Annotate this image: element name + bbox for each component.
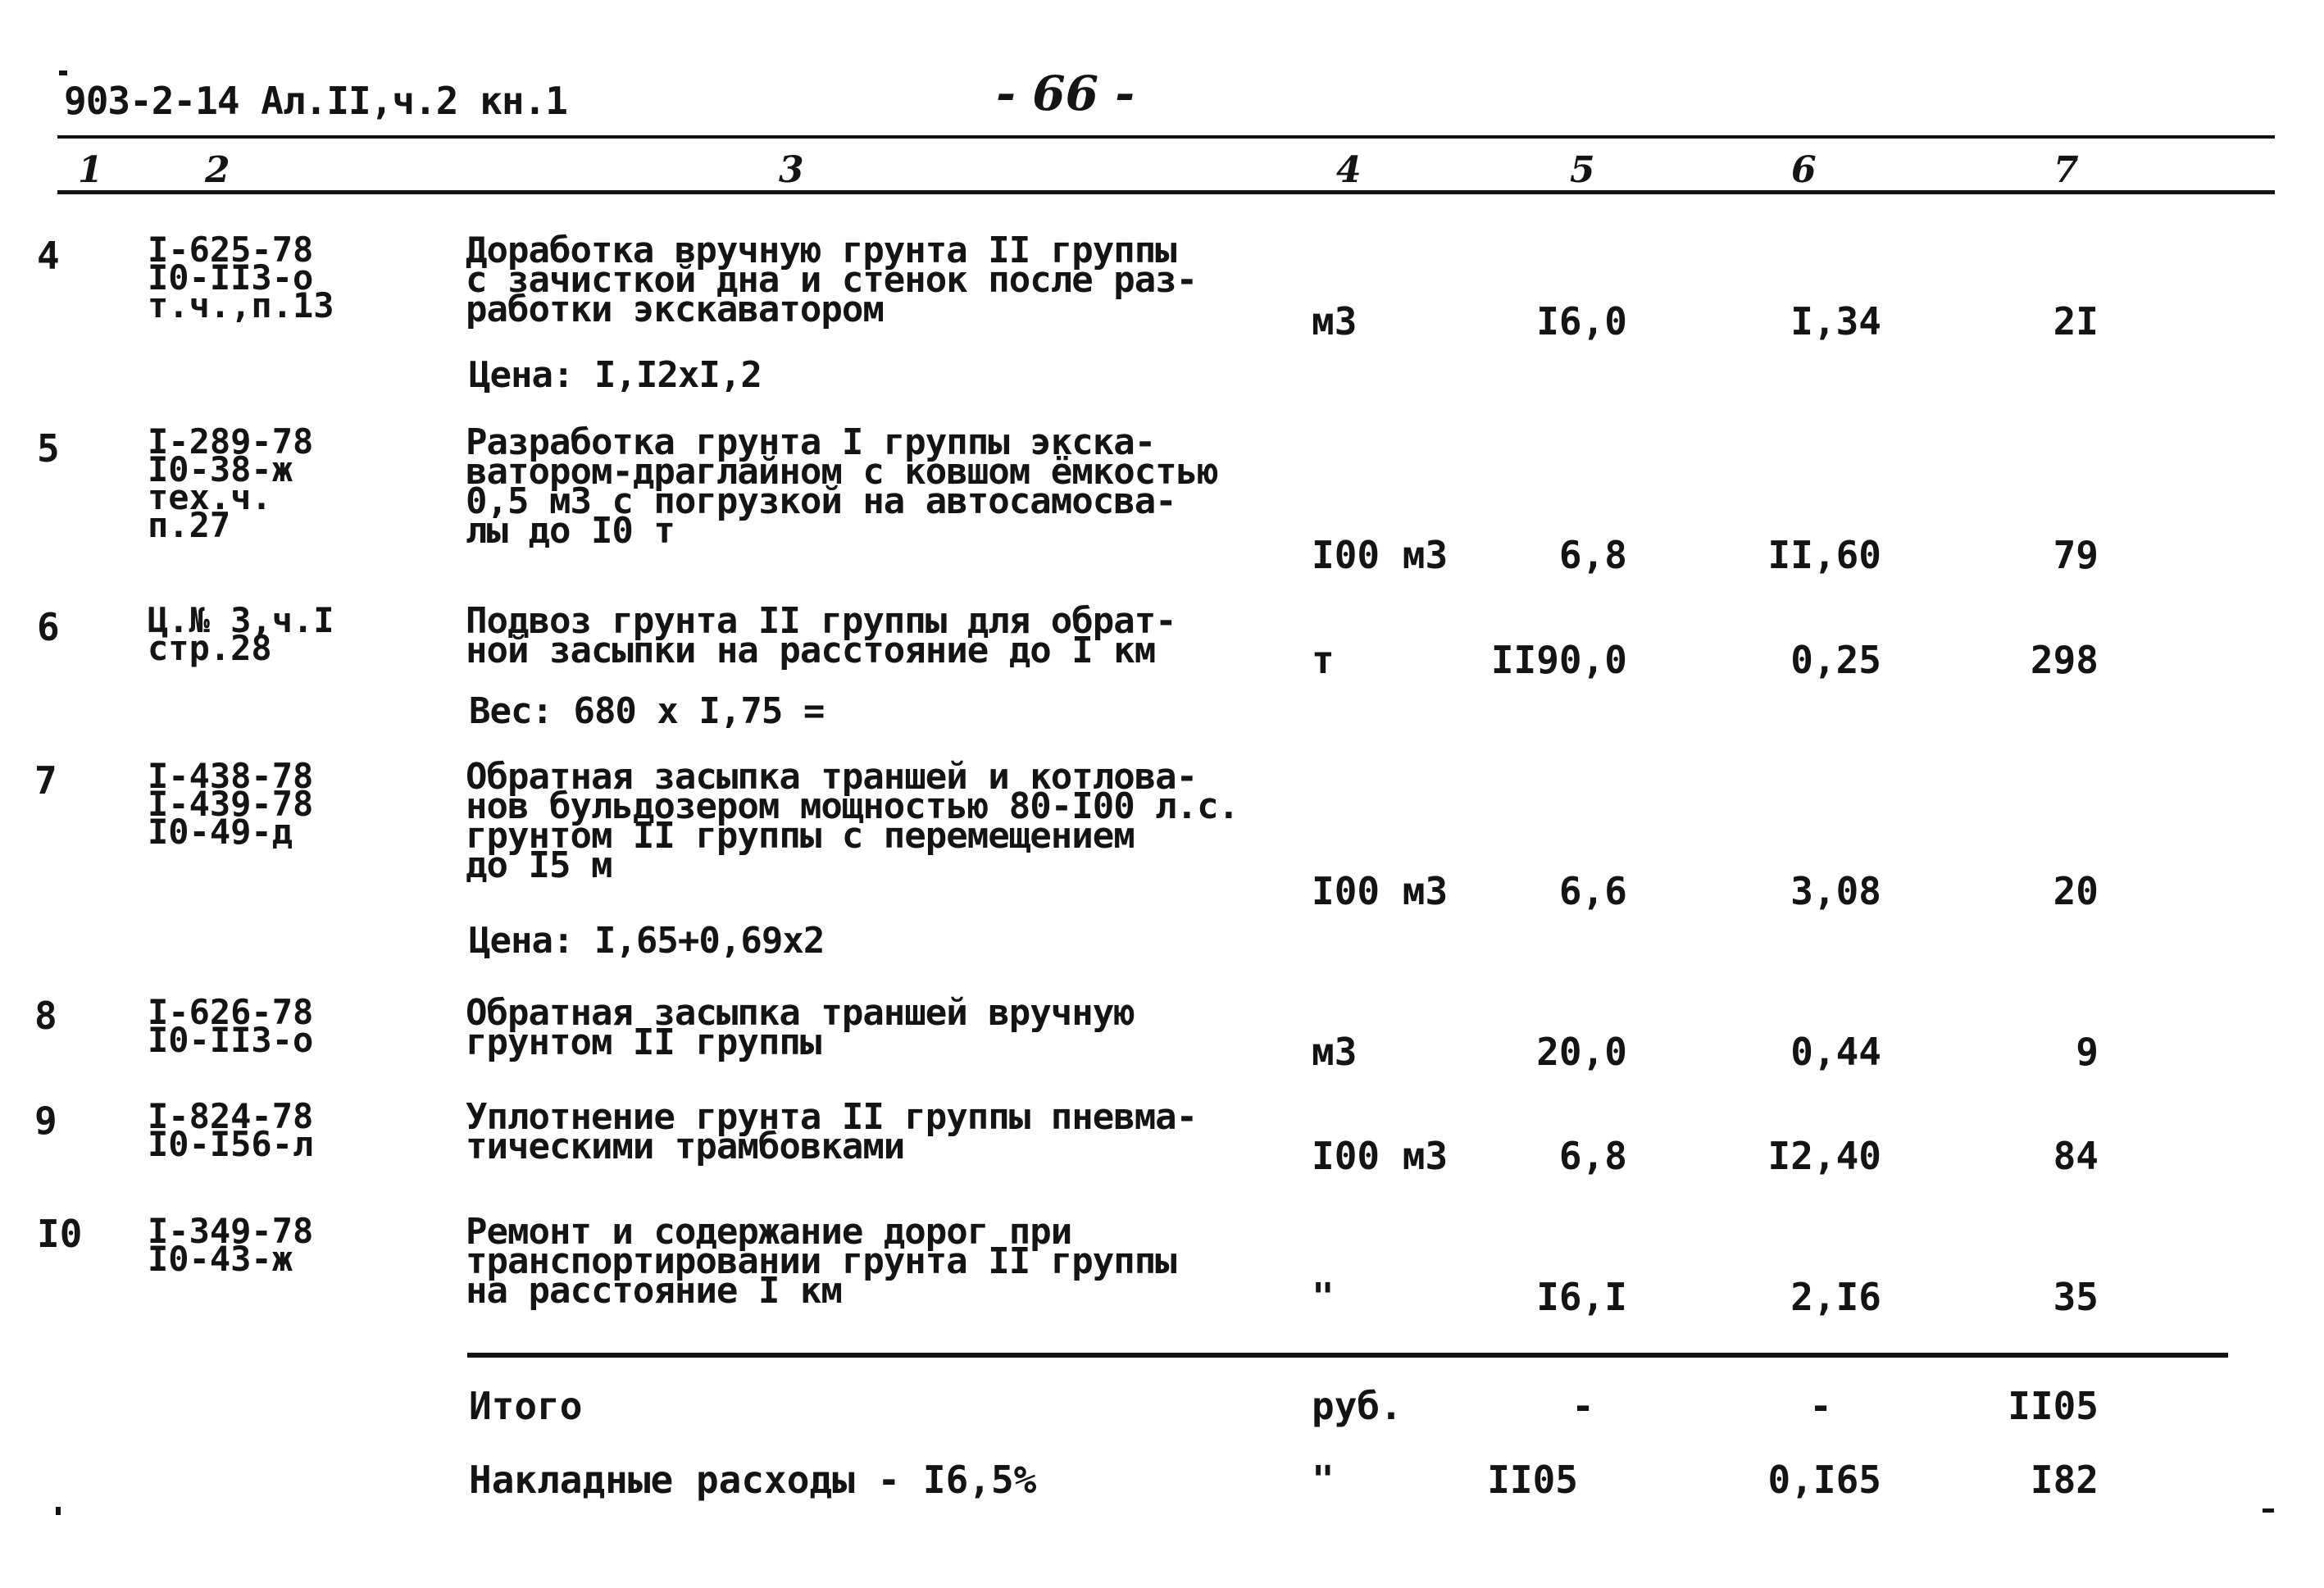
column-number-6: 6 (1791, 149, 1817, 191)
row-unit-price: 0,25 (1790, 638, 1881, 682)
row-unit-price: I,34 (1790, 299, 1881, 344)
summary-label: Итого (469, 1384, 583, 1428)
summary-unit: " (1312, 1458, 1335, 1502)
summary-cost: II05 (2008, 1384, 2099, 1428)
row-code: Ц.№ 3,ч.I стр.28 (148, 600, 334, 668)
row-number: 7 (34, 758, 57, 803)
row-cost: 2I (2053, 299, 2099, 344)
row-code: I-438-78 I-439-78 I0-49-д (148, 756, 314, 852)
row-code: I-824-78 I0-I56-л (148, 1096, 314, 1164)
row-quantity: 6,6 (1558, 869, 1627, 913)
summary-rule (467, 1353, 2228, 1358)
row-description: Уплотнение грунта II группы пневма- тическими трамбовками (466, 1096, 1198, 1167)
row-unit-price: 0,44 (1790, 1030, 1881, 1074)
row-quantity: 6,8 (1558, 533, 1627, 577)
row-number: 8 (34, 994, 57, 1038)
row-quantity: 20,0 (1536, 1030, 1627, 1074)
row-code: I-289-78 I0-38-ж тех.ч. п.27 (148, 421, 314, 545)
column-number-7: 7 (2053, 149, 2079, 191)
row-number: 6 (37, 605, 60, 649)
row-note: Цена: I,I2xI,2 (469, 354, 762, 396)
column-number-3: 3 (779, 149, 804, 191)
summary-quantity: II05 (1487, 1458, 1578, 1502)
row-unit: " (1312, 1275, 1335, 1319)
row-quantity: 6,8 (1558, 1134, 1627, 1178)
row-code: I-626-78 I0-II3-о (148, 992, 314, 1060)
row-note: Вес: 680 x I,75 = (469, 690, 825, 732)
row-unit: м3 (1312, 1030, 1358, 1074)
row-unit: I00 м3 (1312, 533, 1449, 577)
column-number-5: 5 (1570, 149, 1595, 191)
scan-corner-mark (59, 71, 67, 75)
row-code: I-625-78 I0-II3-о т.ч.,п.13 (148, 230, 334, 325)
column-number-4: 4 (1336, 149, 1362, 191)
header-rule-top (57, 135, 2275, 139)
column-number-1: 1 (78, 149, 103, 191)
scan-corner-mark (2263, 1508, 2274, 1513)
row-code: I-349-78 I0-43-ж (148, 1211, 314, 1279)
row-description: Доработка вручную грунта II группы с зачисткой дна и стенок после раз- работки экскаватором (466, 230, 1198, 330)
row-description: Обратная засыпка траншей вручную грунтом II группы (466, 992, 1135, 1063)
row-unit-price: 3,08 (1790, 869, 1881, 913)
summary-unit: руб. (1312, 1384, 1403, 1428)
row-cost: 9 (2076, 1030, 2099, 1074)
document-code: 903-2-14 Ал.II,ч.2 кн.1 (64, 79, 567, 123)
row-quantity: I6,0 (1536, 299, 1627, 344)
row-unit: т (1312, 638, 1335, 682)
summary-cost: I82 (2030, 1458, 2099, 1502)
row-unit: I00 м3 (1312, 869, 1449, 913)
row-cost: 35 (2053, 1275, 2099, 1319)
row-quantity: II90,0 (1490, 638, 1627, 682)
row-cost: 298 (2030, 638, 2099, 682)
row-number: I0 (37, 1212, 83, 1256)
row-description: Подвоз грунта II группы для обрат- ной засыпки на расстояние до I км (466, 600, 1176, 671)
row-cost: 79 (2053, 533, 2099, 577)
summary-unit-price: 0,I65 (1767, 1458, 1881, 1502)
page-number: - 66 - (996, 66, 1135, 121)
row-unit: I00 м3 (1312, 1134, 1449, 1178)
row-note: Цена: I,65+0,69x2 (469, 920, 825, 962)
row-unit-price: I2,40 (1767, 1134, 1881, 1178)
column-number-2: 2 (205, 149, 230, 191)
header-rule-bottom (57, 190, 2275, 194)
summary-label: Накладные расходы - I6,5% (469, 1458, 1037, 1502)
row-unit: м3 (1312, 299, 1358, 344)
scan-corner-mark (56, 1507, 61, 1515)
row-number: 4 (37, 234, 60, 278)
row-quantity: I6,I (1536, 1275, 1627, 1319)
row-cost: 84 (2053, 1134, 2099, 1178)
row-description: Ремонт и содержание дорог при транспортировании грунта II группы на расстояние I км (466, 1211, 1176, 1312)
row-description: Обратная засыпка траншей и котлова- нов бульдозером мощностью 80-I00 л.с. грунтом II группы с перемещением до I5 м (466, 756, 1239, 886)
row-description: Разработка грунта I группы экска- ватором-драглайном с ковшом ёмкостью 0,5 м3 с погрузкой на автосамосва- лы до I0 т (466, 421, 1218, 552)
row-unit-price: 2,I6 (1790, 1275, 1881, 1319)
row-number: 5 (37, 426, 60, 471)
row-unit-price: II,60 (1767, 533, 1881, 577)
summary-unit-price: - (1809, 1384, 1832, 1428)
summary-quantity: - (1571, 1384, 1594, 1428)
row-cost: 20 (2053, 869, 2099, 913)
row-number: 9 (34, 1099, 57, 1143)
